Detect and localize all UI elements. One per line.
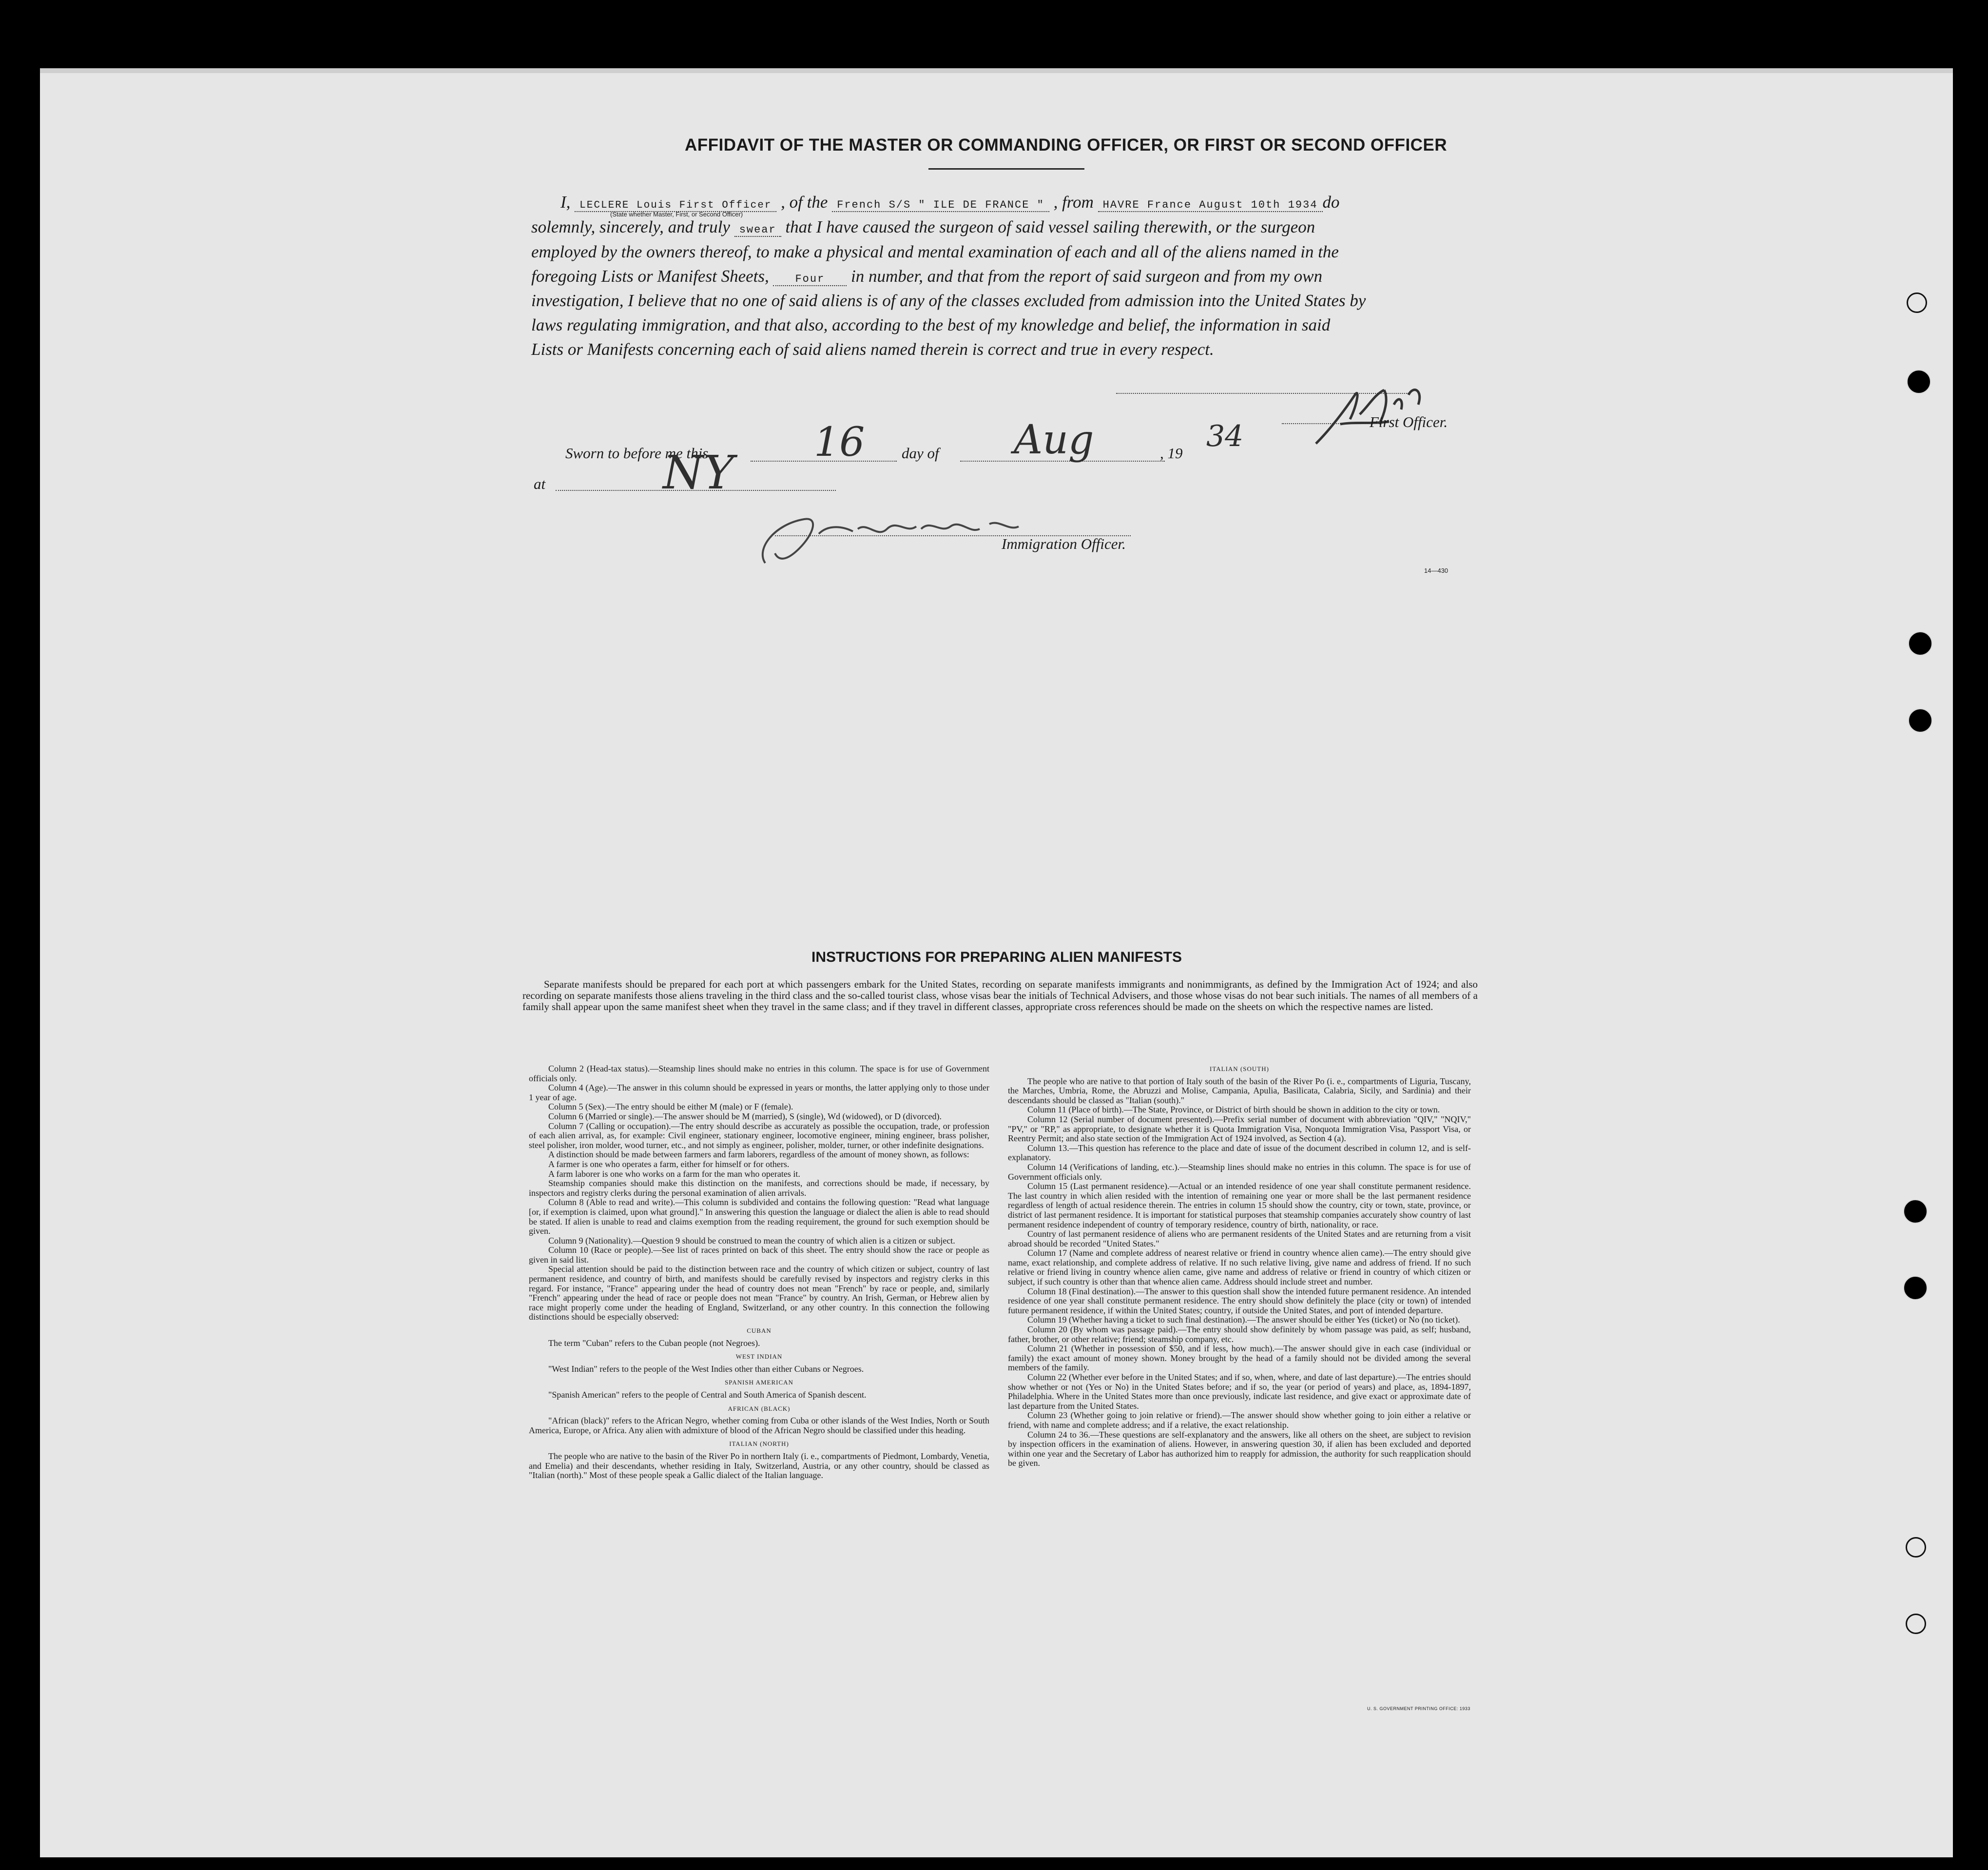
col22-paragraph: Column 22 (Whether ever before in the United States; and if so, when, where, and date of last departure).—The entries should show whether or not (Yes or No) in the United States before; and if so, the year (or period of years) and place, as, 1894-1897, Philadelphia. Where in the United States more than once previously, indicate last residence, and give exact or approximate date of last departure from the United States. xyxy=(1008,1372,1471,1411)
first-officer-label: First Officer. xyxy=(1370,413,1448,430)
officer-rank-note: (State whether Master, First, or Second Officer) xyxy=(610,211,743,218)
binder-hole-icon xyxy=(1906,1537,1926,1558)
affidavit-line-5: investigation, I believe that no one of said aliens is of any of the classes excluded from admission into the United States by xyxy=(531,291,1366,310)
sworn-text: Sworn to before me this xyxy=(565,445,709,462)
col13-paragraph: Column 13.—This question has reference to the place and date of issue of the document described in column 12, and is self-explanatory. xyxy=(1008,1143,1471,1163)
binder-hole-icon xyxy=(1903,1276,1928,1300)
steamship-paragraph: Steamship companies should make this distinction on the manifests, and corrections should be made, if necessary, by inspectors and registry clerks during the personal examination of alien arrivals. xyxy=(529,1178,989,1198)
col6-paragraph: Column 6 (Married or single).—The answer should be M (married), S (single), Wd (widowed), or D (divorced). xyxy=(548,1111,942,1121)
african-heading: AFRICAN (BLACK) xyxy=(728,1404,791,1412)
day-value: 16 xyxy=(814,419,865,466)
special-attention-paragraph: Special attention should be paid to the distinction between race and the country of which citizen or subject, country of last permanent residence, and country of birth, and manifests should be carefully revised by inspectors and registry clerks in this regard. For instance, "France" appearing under the head of country does not mean "French" by race or people, and, similarly "French" appearing under the head of race or people does not mean "France" by country. An Irish, German, or Hebrew alien by race might properly come under the heading of England, Switzerland, or any other country. In this connection the following distinctions should be especially observed: xyxy=(529,1264,989,1322)
affidavit-line-3: employed by the owners thereof, to make a physical and mental examination of each and all of the aliens named in the xyxy=(531,242,1339,261)
text-from: , from xyxy=(1053,193,1094,212)
sheet-count-field: Four xyxy=(773,273,847,286)
text-surgeon: that I have caused the surgeon of said vessel sailing therewith, or the surgeon xyxy=(785,217,1315,236)
binder-hole-icon xyxy=(1906,1614,1926,1634)
text-do: do xyxy=(1322,193,1340,212)
title-underline xyxy=(928,168,1084,170)
col17-paragraph: Column 17 (Name and complete address of nearest relative or friend in country whence alien came).—The entry should give name, exact relationship, and complete address of relative. If no such relative living, give name and address of friend. If no such relative or friend living in country whence alien came, give name and address of relative or friend in country of which citizen or subject, if such country is other than that whence alien came. Address should include street and number. xyxy=(1008,1248,1471,1287)
instructions-left-column xyxy=(529,1064,989,1480)
col20-paragraph: Column 20 (By whom was passage paid).—The entry should show definitely by whom passage was paid, as self; husband, father, brother, or other relative; friend; steamship company, etc. xyxy=(1008,1325,1471,1344)
col5-paragraph: Column 5 (Sex).—The entry should be either M (male) or F (female). xyxy=(548,1102,793,1112)
spanish-american-heading: SPANISH AMERICAN xyxy=(725,1379,793,1386)
farmer-distinction-paragraph: A distinction should be made between farmers and farm laborers, regardless of the amount of money shown, as follows: xyxy=(548,1149,969,1160)
affidavit-line-6: laws regulating immigration, and that also, according to the best of my knowledge and belief, the information in said xyxy=(531,315,1331,334)
cuban-heading: CUBAN xyxy=(747,1327,772,1335)
immigration-officer-label: Immigration Officer. xyxy=(1002,535,1126,552)
binder-hole-icon xyxy=(1908,708,1932,733)
col23-paragraph: Column 23 (Whether going to join relative or friend).—The answer should show whether going to join either a relative or friend, with name and complete address; and if a relative, the exact relationship. xyxy=(1008,1410,1471,1430)
col9-paragraph: Column 9 (Nationality).—Question 9 should be construed to mean the country of which alien is a citizen or subject. xyxy=(548,1235,955,1246)
col7-paragraph: Column 7 (Calling or occupation).—The entry should describe as accurately as possible the occupation, trade, or profession of each alien arrival, as, for example: Civil engineer, stationary engineer, locomotive engineer, mining engineer, brass polisher, steel polisher, iron molder, wood turner, etc., and not simply as engineer, polisher, molder, turner, or other indefinite designations. xyxy=(529,1121,989,1150)
farm-laborer-paragraph: A farm laborer is one who works on a farm for the man who operates it. xyxy=(548,1169,800,1179)
binder-hole-icon xyxy=(1908,631,1932,656)
col15-paragraph: Column 15 (Last permanent residence).—Actual or an intended residence of one year shall constitute permanent residence. The last country in which alien resided with the intention of remaining one year or more shall be the last permanent residence regardless of length of actual residence therein. The entries in column 15 should show the country, city or town, state, province, or district of last permanent residence. It is important for statistical purposes that steamship companies accurately show country of last permanent residence independent of country of temporary residence, country of birth, nationality, or race. xyxy=(1008,1181,1471,1229)
spanish-american-paragraph: "Spanish American" refers to the people of Central and South America of Spanish descent. xyxy=(548,1390,867,1400)
printing-office-note: U. S. GOVERNMENT PRINTING OFFICE: 1933 xyxy=(1367,1706,1470,1711)
instructions-title: INSTRUCTIONS FOR PREPARING ALIEN MANIFESTS xyxy=(811,949,1182,965)
day-of-text: day of xyxy=(902,445,939,462)
instructions-right-column xyxy=(1008,1064,1471,1468)
affidavit-title: AFFIDAVIT OF THE MASTER OR COMMANDING OFFICER, OR FIRST OR SECOND OFFICER xyxy=(685,136,1448,155)
west-indian-paragraph: "West Indian" refers to the people of the West Indies other than either Cubans or Negroes. xyxy=(548,1364,864,1374)
officer-name-field: LECLERE Louis First Officer xyxy=(575,200,776,212)
col8-paragraph: Column 8 (Able to read and write).—This column is subdivided and contains the following question: "Read what language [or, if exemption is claimed, upon what ground]." In answering this question the language or dialect the alien is able to read should be stated. If alien is unable to read and claims exemption from the reading requirement, the ground for such exemption should be given. xyxy=(529,1197,989,1236)
affidavit-line-2 xyxy=(531,217,1315,237)
col14-paragraph: Column 14 (Verifications of landing, etc.).—Steamship lines should make no entries in this column. The space is for use of Government officials only. xyxy=(1008,1162,1471,1182)
italian-south-paragraph: The people who are native to that portion of Italy south of the basin of the River Po (i. e., compartments of Liguria, Tuscany, the Marches, Umbria, Rome, the Abruzzi and Molise, Campania, Apulia, Basilicata, Calabria, Sicily, and Sardinia) and their descendants should be classed as "Italian (south)." xyxy=(1008,1076,1471,1105)
text-foregoing: foregoing Lists or Manifest Sheets, xyxy=(531,267,769,286)
at-value: NY xyxy=(663,446,734,500)
italian-south-heading: ITALIAN (SOUTH) xyxy=(1210,1065,1269,1072)
ship-name-field: French S/S " ILE DE FRANCE " xyxy=(832,199,1049,212)
year-prefix: , 19 xyxy=(1160,445,1183,462)
text-i: I, xyxy=(560,193,571,212)
col4-paragraph: Column 4 (Age).—The answer in this column should be expressed in years or months, the latter applying only to those under 1 year of age. xyxy=(529,1083,989,1102)
swear-field: swear xyxy=(734,224,781,237)
affidavit-line-1 xyxy=(560,193,1340,212)
affidavit-line-4 xyxy=(531,267,1322,286)
form-number: 14—430 xyxy=(1424,567,1448,574)
binder-hole-icon xyxy=(1907,292,1927,313)
col18-paragraph: Column 18 (Final destination).—The answer to this question shall show the intended future permanent residence. An intended residence of one year shall constitute permanent residence. The entry should show definitely the place (city or town) of intended future permanent residence, if within the United States; country, if outside the United States, and port of intended departure. xyxy=(1008,1286,1471,1315)
at-label: at xyxy=(534,475,546,492)
farmer-paragraph: A farmer is one who operates a farm, either for himself or for others. xyxy=(548,1159,790,1169)
officer-signature xyxy=(1311,375,1467,448)
col21-paragraph: Column 21 (Whether in possession of $50, and if less, how much).—The answer should give in each case (individual or family) the exact amount of money shown. Money brought by the head of a family should not be divided among the several members of the family. xyxy=(1008,1344,1471,1373)
text-in-number: in number, and that from the report of said surgeon and from my own xyxy=(851,267,1323,286)
text-solemnly: solemnly, sincerely, and truly xyxy=(531,217,730,236)
col19-paragraph: Column 19 (Whether having a ticket to such final destination).—The answer should be either Yes (ticket) or No (no ticket). xyxy=(1027,1315,1460,1325)
immigration-officer-signature xyxy=(746,505,1038,573)
month-value: Aug xyxy=(1014,417,1094,463)
african-paragraph: "African (black)" refers to the African Negro, whether coming from Cuba or other islands of the West Indies, North or South America, Europe, or Africa. Any alien with admixture of blood of the African Negro should be classified under this heading. xyxy=(529,1416,989,1435)
col10-paragraph: Column 10 (Race or people).—See list of races printed on back of this sheet. The entry should show the race or people as given in said list. xyxy=(529,1245,989,1265)
italian-north-heading: ITALIAN (NORTH) xyxy=(729,1440,789,1448)
text-of-the: , of the xyxy=(781,193,828,212)
col24-36-paragraph: Column 24 to 36.—These questions are self-explanatory and the answers, like all others on the sheet, are subject to revision by inspection officers in the examination of aliens. However, in answering question 30, if alien has been excluded and deported within one year and the Secretary of Labor has authorized him to reapply for admission, the authority for such reapplication should be given. xyxy=(1008,1429,1471,1468)
cuban-paragraph: The term "Cuban" refers to the Cuban people (not Negroes). xyxy=(548,1338,760,1348)
col11-paragraph: Column 11 (Place of birth).—The State, Province, or District of birth should be shown in addition to the city or town. xyxy=(1027,1105,1440,1115)
port-date-field: HAVRE France August 10th 1934 xyxy=(1098,199,1323,212)
col2-paragraph: Column 2 (Head-tax status).—Steamship lines should make no entries in this column. The space is for use of Government officials only. xyxy=(529,1064,989,1083)
west-indian-heading: WEST INDIAN xyxy=(735,1353,783,1361)
binder-hole-icon xyxy=(1907,370,1931,394)
binder-hole-icon xyxy=(1903,1199,1928,1224)
instructions-intro: Separate manifests should be prepared for each port at which passengers embark for the United States, recording on separate manifests immigrants and nonimmigrants, as defined by the Immigration Act of 1924; and also recording on separate manifests those aliens traveling in the third class and the so-called tourist class, whose visas bear the initials of Technical Advisers, and those whose visas do not bear such initials. The names of all members of a family shall appear upon the same manifest sheet when they travel in the same class; and if they travel in different classes, appropriate cross references should be made on the sheets on which the respective names are listed. xyxy=(522,978,1478,1013)
us-residence-paragraph: Country of last permanent residence of aliens who are permanent residents of the United States and are returning from a visit abroad should be recorded "United States." xyxy=(1008,1229,1471,1248)
year-value: 34 xyxy=(1206,419,1244,453)
col12-paragraph: Column 12 (Serial number of document presented).—Prefix serial number of document with abbreviation "QIV," "NQIV," "PV," or "RP," as appropriate, to designate whether it is Quota Immigration Visa, Nonquota Immigration Visa, Passport Visa, or Reentry Permit; and also state section of the Immigration Act of 1924 involved, as Section 4 (a). xyxy=(1008,1114,1471,1144)
italian-north-paragraph: The people who are native to the basin of the River Po in northern Italy (i. e., compartments of Piedmont, Lombardy, Venetia, and Emelia) and their descendants, whether residing in Italy, Switzerland, Austria, or any other country, should be classed as "Italian (north)." Most of these people speak a Gallic dialect of the Italian language. xyxy=(529,1451,989,1480)
affidavit-line-7: Lists or Manifests concerning each of said aliens named therein is correct and true in every respect. xyxy=(531,340,1214,359)
